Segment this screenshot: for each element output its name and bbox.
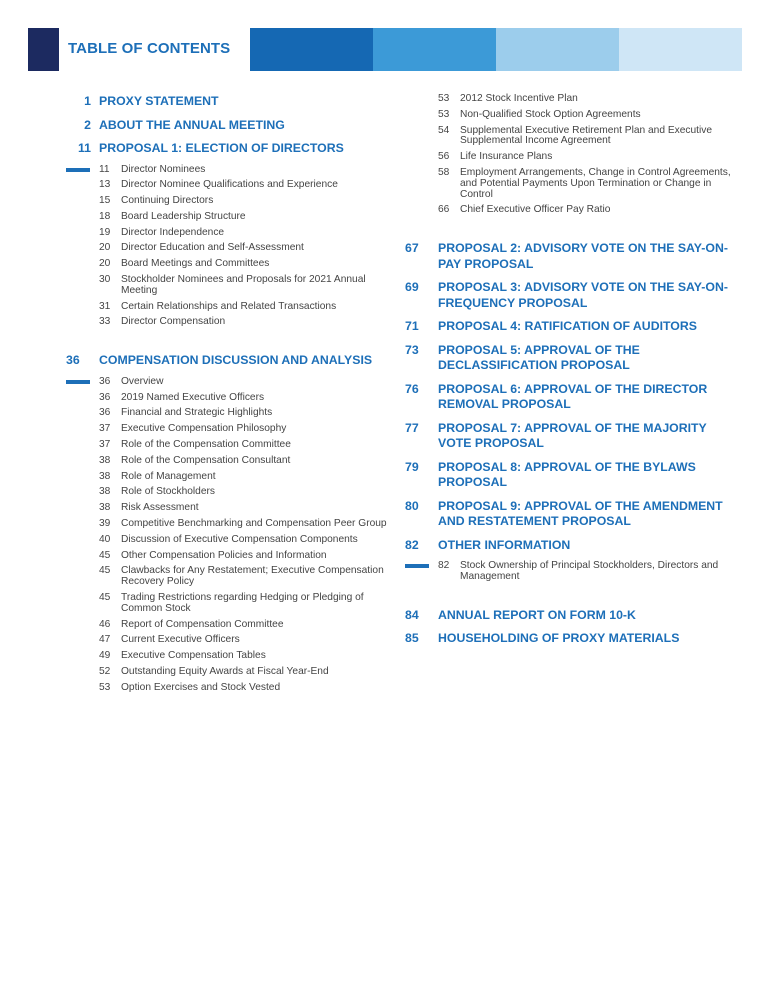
section-page-number: 67: [405, 241, 419, 256]
subsection-title: Financial and Strategic Highlights: [121, 407, 273, 419]
subsection-page-number: 53: [438, 93, 450, 104]
section-dash-marker: [66, 168, 90, 172]
toc-subsection[interactable]: [99, 302, 390, 313]
section-page-number: 71: [405, 319, 419, 334]
subsection-title: Supplemental Executive Retirement Plan and Executive Supplemental Income Agreement: [460, 124, 712, 147]
section-page-number: 73: [405, 342, 419, 357]
section-page-number: 11: [78, 141, 91, 155]
subsection-title: Risk Assessment: [121, 502, 199, 514]
toc-subsection[interactable]: [438, 110, 735, 121]
banner-band-1: [250, 28, 373, 71]
subsection-page-number: 11: [99, 163, 110, 175]
section-title: PROPOSAL 7: APPROVAL OF THE MAJORITY VOTE PROPOSAL: [438, 420, 707, 451]
section-page-number: 85: [405, 631, 419, 646]
subsection-title: Executive Compensation Tables: [121, 650, 266, 662]
toc-section-proposal-6[interactable]: [405, 382, 735, 413]
subsection-title: Competitive Benchmarking and Compensation Peer Group: [121, 517, 387, 529]
subsection-page-number: 38: [99, 486, 111, 498]
section-page-number: 80: [405, 498, 419, 513]
section-title: PROPOSAL 6: APPROVAL OF THE DIRECTOR REMOVAL PROPOSAL: [438, 381, 708, 412]
toc-section-proxy-statement[interactable]: [66, 94, 390, 110]
subsection-page-number: 30: [99, 274, 111, 286]
subsection-page-number: 19: [99, 226, 111, 238]
toc-subsection[interactable]: [99, 519, 390, 530]
subsection-page-number: 53: [438, 108, 450, 120]
toc-subsection[interactable]: [99, 503, 390, 514]
toc-subsection[interactable]: [99, 275, 390, 297]
toc-subsection[interactable]: [438, 152, 735, 163]
subsection-title: Role of Stockholders: [121, 486, 216, 498]
toc-subsection[interactable]: [99, 440, 390, 451]
subsection-title: Role of Management: [121, 470, 216, 482]
toc-subsection[interactable]: [99, 487, 390, 498]
toc-section-proposal-4[interactable]: [405, 319, 735, 335]
subsection-title: Option Exercises and Stock Vested: [121, 681, 281, 693]
toc-subsection[interactable]: [438, 561, 735, 583]
toc-subsection[interactable]: [99, 620, 390, 631]
section-title: PROXY STATEMENT: [99, 94, 219, 108]
toc-subsection[interactable]: [99, 651, 390, 662]
section-title: PROPOSAL 8: APPROVAL OF THE BYLAWS PROPOSAL: [438, 459, 696, 490]
section-title: OTHER INFORMATION: [438, 537, 571, 552]
toc-subsection[interactable]: [99, 408, 390, 419]
toc-subsection[interactable]: [99, 165, 390, 176]
toc-subsection[interactable]: [99, 377, 390, 388]
toc-subsection[interactable]: [438, 205, 735, 216]
toc-section-proposal-7[interactable]: [405, 421, 735, 452]
subsection-page-number: 13: [99, 179, 111, 191]
subsection-page-number: 38: [99, 454, 111, 466]
subsection-title: Board Meetings and Committees: [121, 258, 270, 270]
subsection-title: Continuing Directors: [121, 195, 214, 207]
toc-right-column: [405, 94, 735, 647]
toc-section-annual-report[interactable]: [405, 608, 735, 624]
toc-subsection[interactable]: [99, 683, 390, 694]
continued-subsections: [438, 94, 735, 216]
subsection-title: Report of Compensation Committee: [121, 618, 284, 630]
subsection-title: Current Executive Officers: [121, 634, 240, 646]
subsection-title: Role of the Compensation Committee: [121, 438, 291, 450]
toc-subsection[interactable]: [99, 566, 390, 588]
toc-subsection[interactable]: [99, 228, 390, 239]
subsection-title: Other Compensation Policies and Information: [121, 549, 327, 561]
subsection-title: Director Independence: [121, 226, 225, 238]
toc-section-proposal-3[interactable]: [405, 280, 735, 311]
section-title: COMPENSATION DISCUSSION AND ANALYSIS: [99, 353, 373, 368]
toc-subsection[interactable]: [99, 393, 390, 404]
subsection-page-number: 36: [99, 375, 111, 387]
subsection-page-number: 45: [99, 565, 111, 577]
section-title: PROPOSAL 3: ADVISORY VOTE ON THE SAY-ON-FREQUENCY PROPOSAL: [438, 280, 728, 310]
section-page-number: 77: [405, 420, 419, 435]
toc-section-proposal-8[interactable]: [405, 460, 735, 491]
subsection-page-number: 18: [99, 210, 111, 222]
banner-band-2: [373, 28, 496, 71]
section-title: ABOUT THE ANNUAL MEETING: [99, 117, 285, 132]
section-dash-marker: [66, 380, 90, 384]
subsection-title: Clawbacks for Any Restatement; Executive Compensation Recovery Policy: [121, 565, 384, 588]
toc-banner: [28, 28, 742, 71]
subsection-title: Employment Arrangements, Change in Control Agreements, and Potential Payments Upon Termination or Change in Control: [460, 166, 731, 200]
subsection-page-number: 37: [99, 423, 111, 435]
toc-section-proposal-5[interactable]: [405, 343, 735, 374]
subsection-page-number: 20: [99, 258, 111, 270]
subsection-title: Certain Relationships and Related Transactions: [121, 300, 337, 312]
section-page-number: 1: [84, 94, 91, 108]
subsection-page-number: 82: [438, 560, 450, 572]
banner-band-3: [496, 28, 619, 71]
section-title: ANNUAL REPORT ON FORM 10-K: [438, 607, 636, 622]
subsection-title: Role of the Compensation Consultant: [121, 454, 291, 466]
subsection-title: Stock Ownership of Principal Stockholders, Directors and Management: [460, 560, 719, 582]
subsection-title: Non-Qualified Stock Option Agreements: [460, 108, 641, 120]
subsection-title: Executive Compensation Philosophy: [121, 423, 287, 435]
subsection-page-number: 56: [438, 151, 450, 163]
subsection-title: Board Leadership Structure: [121, 210, 246, 222]
subsection-title: Chief Executive Officer Pay Ratio: [460, 204, 611, 216]
toc-subsection[interactable]: [99, 535, 390, 546]
subsection-title: Director Nominee Qualifications and Experience: [121, 179, 338, 191]
toc-section-proposal-1[interactable]: [66, 141, 390, 157]
section-page-number: 36: [66, 353, 80, 368]
subsection-page-number: 45: [99, 591, 111, 603]
subsection-page-number: 47: [99, 634, 111, 646]
toc-subsection[interactable]: [99, 456, 390, 467]
subsection-page-number: 15: [99, 195, 111, 207]
toc-subsection[interactable]: [99, 212, 390, 223]
subsection-page-number: 36: [99, 391, 111, 403]
subsection-page-number: 45: [99, 549, 111, 561]
other-information-subsections: [438, 561, 735, 583]
subsection-page-number: 36: [99, 407, 111, 419]
section-title: HOUSEHOLDING OF PROXY MATERIALS: [438, 631, 680, 646]
toc-section-other-information[interactable]: [405, 538, 735, 554]
subsection-title: Overview: [121, 375, 164, 387]
toc-subsection[interactable]: [99, 551, 390, 562]
subsection-title: Director Nominees: [121, 163, 206, 175]
subsection-page-number: 54: [438, 124, 450, 136]
subsection-page-number: 39: [99, 517, 111, 529]
subsection-title: Outstanding Equity Awards at Fiscal Year-End: [121, 665, 329, 677]
toc-subsection[interactable]: [438, 94, 735, 105]
section-page-number: 82: [405, 537, 419, 552]
subsection-title: Director Education and Self-Assessment: [121, 242, 304, 254]
toc-subsection[interactable]: [438, 168, 735, 200]
section-title: PROPOSAL 2: ADVISORY VOTE ON THE SAY-ON-PAY PROPOSAL: [438, 241, 728, 271]
toc-subsection[interactable]: [99, 196, 390, 207]
toc-section-householding[interactable]: [405, 631, 735, 647]
subsection-title: Director Compensation: [121, 316, 226, 328]
subsection-title: Life Insurance Plans: [460, 151, 553, 163]
subsection-title: Trading Restrictions regarding Hedging or Pledging of Common Stock: [121, 591, 364, 614]
section-title: PROPOSAL 4: RATIFICATION OF AUDITORS: [438, 319, 697, 334]
toc-section-proposal-2[interactable]: [405, 241, 735, 272]
subsection-page-number: 53: [99, 681, 111, 693]
proposal-1-subsections: [99, 165, 390, 329]
toc-subsection[interactable]: [99, 259, 390, 270]
subsection-page-number: 31: [99, 300, 111, 312]
subsection-page-number: 49: [99, 650, 111, 662]
subsection-page-number: 66: [438, 204, 450, 216]
subsection-page-number: 20: [99, 242, 111, 254]
subsection-title: 2012 Stock Incentive Plan: [460, 93, 578, 104]
section-page-number: 79: [405, 459, 419, 474]
toc-subsection[interactable]: [99, 180, 390, 191]
toc-subsection[interactable]: [99, 243, 390, 254]
subsection-page-number: 37: [99, 438, 111, 450]
subsection-page-number: 46: [99, 618, 111, 630]
toc-subsection[interactable]: [99, 472, 390, 483]
section-page-number: 76: [405, 381, 419, 396]
toc-subsection[interactable]: [99, 424, 390, 435]
subsection-title: 2019 Named Executive Officers: [121, 391, 265, 403]
toc-subsection[interactable]: [99, 593, 390, 615]
banner-band-4: [619, 28, 742, 71]
subsection-page-number: 33: [99, 316, 111, 328]
section-page-number: 69: [405, 280, 419, 295]
toc-subsection[interactable]: [99, 635, 390, 646]
section-page-number: 2: [84, 117, 91, 132]
section-title: PROPOSAL 1: ELECTION OF DIRECTORS: [99, 141, 344, 155]
page-title: TABLE OF CONTENTS: [68, 40, 231, 57]
subsection-title: Discussion of Executive Compensation Components: [121, 533, 358, 545]
subsection-page-number: 38: [99, 470, 111, 482]
toc-section-compensation[interactable]: [66, 353, 390, 369]
section-dash-marker: [405, 564, 429, 568]
toc-section-about-meeting[interactable]: [66, 118, 390, 134]
section-title: PROPOSAL 9: APPROVAL OF THE AMENDMENT AND RESTATEMENT PROPOSAL: [438, 498, 723, 529]
section-page-number: 84: [405, 607, 419, 622]
toc-subsection[interactable]: [99, 667, 390, 678]
subsection-page-number: 38: [99, 502, 111, 514]
toc-left-column: [66, 94, 390, 699]
subsection-page-number: 58: [438, 166, 450, 178]
toc-subsection[interactable]: [99, 317, 390, 328]
toc-section-proposal-9[interactable]: [405, 499, 735, 530]
banner-navy-block: [28, 28, 59, 71]
subsection-title: Stockholder Nominees and Proposals for 2021 Annual Meeting: [121, 274, 366, 296]
subsection-page-number: 52: [99, 665, 111, 677]
section-title: PROPOSAL 5: APPROVAL OF THE DECLASSIFICATION PROPOSAL: [438, 342, 640, 373]
toc-subsection[interactable]: [438, 126, 735, 148]
compensation-subsections: [99, 377, 390, 694]
subsection-page-number: 40: [99, 533, 111, 545]
